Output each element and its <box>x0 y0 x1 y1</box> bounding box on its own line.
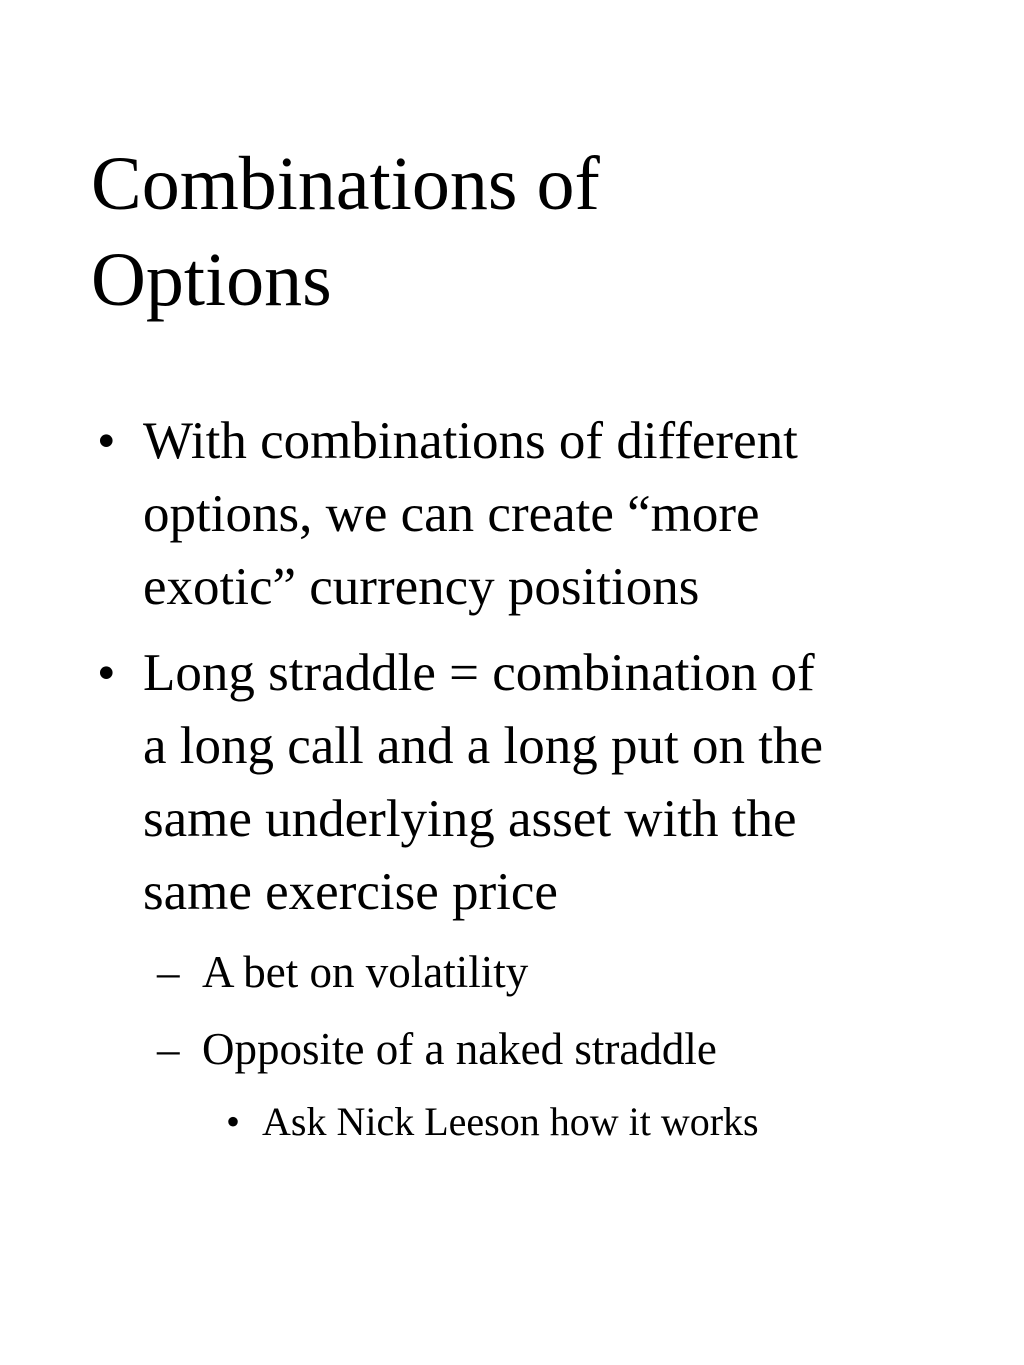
bullet-text-line: exotic” currency positions <box>143 558 700 616</box>
sub-bullet-marker: – <box>157 1024 180 1074</box>
bullet-text-line: a long call and a long put on the <box>143 717 823 775</box>
sub-sub-bullet-marker: • <box>226 1099 241 1144</box>
sub-bullet-text: A bet on volatility <box>202 947 529 997</box>
sub-bullet-item <box>91 1019 951 1079</box>
bullet-marker: • <box>97 644 116 702</box>
bullet-marker: • <box>97 412 116 470</box>
sub-bullet-item <box>91 942 951 1002</box>
bullet-list <box>91 405 951 1148</box>
bullet-item <box>91 405 951 624</box>
title-line: Options <box>91 238 332 322</box>
sub-bullet-text: Opposite of a naked straddle <box>202 1024 717 1074</box>
bullet-item <box>91 637 951 929</box>
slide-title <box>91 142 951 322</box>
sub-sub-bullet-text: Ask Nick Leeson how it works <box>262 1099 759 1144</box>
title-line: Combinations of <box>91 142 600 226</box>
sub-bullet-marker: – <box>157 947 180 997</box>
bullet-text-line: With combinations of different <box>143 412 798 470</box>
bullet-text-line: same underlying asset with the <box>143 790 797 848</box>
sub-sub-bullet-item <box>91 1096 951 1148</box>
bullet-text-line: same exercise price <box>143 863 558 921</box>
bullet-text-line: options, we can create “more <box>143 485 760 543</box>
bullet-text-line: Long straddle = combination of <box>143 644 815 702</box>
